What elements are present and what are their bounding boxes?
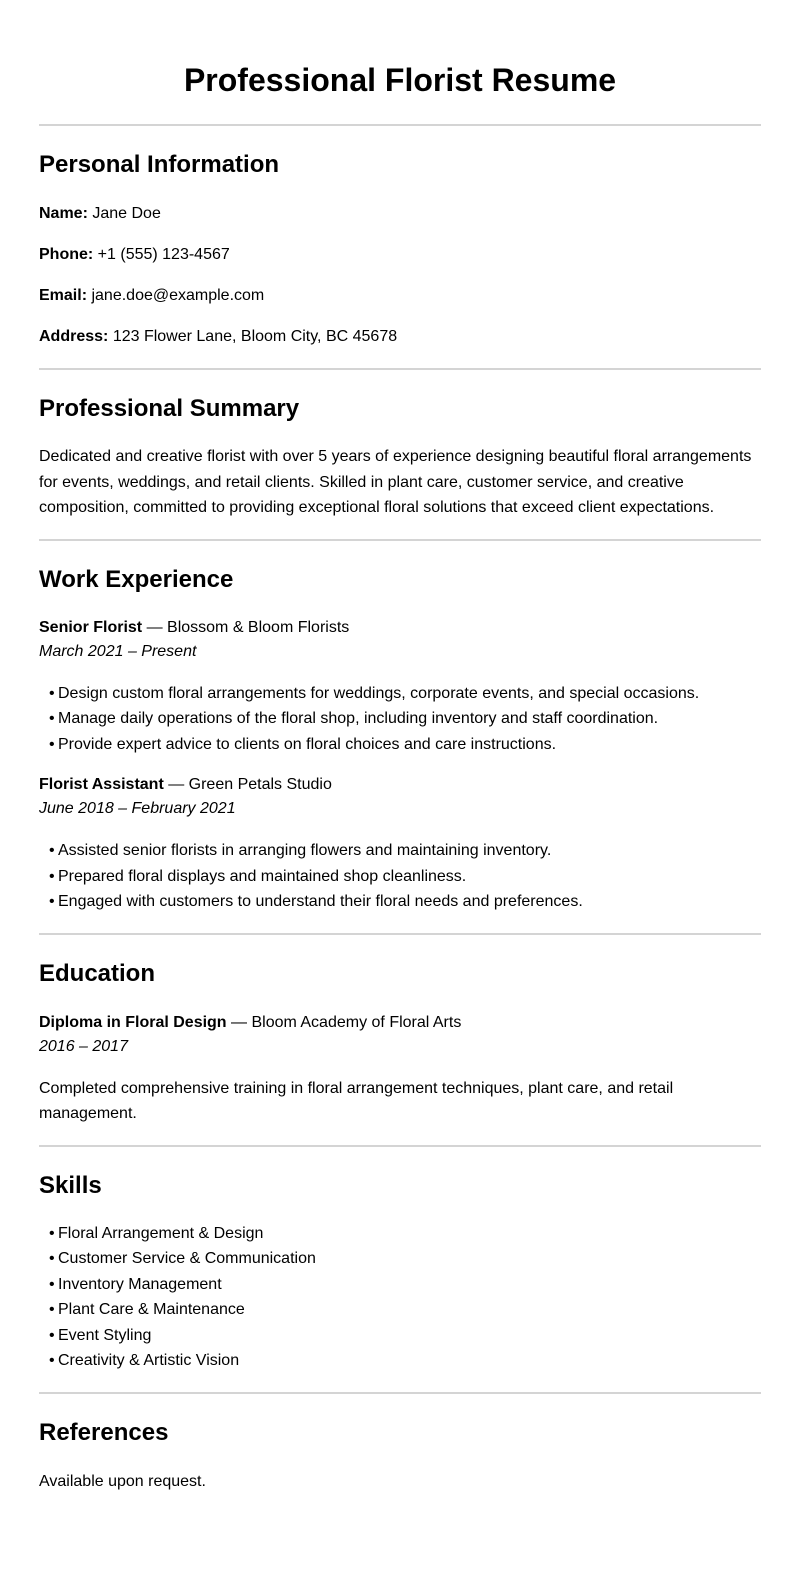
degree-separator: —	[226, 1013, 252, 1031]
personal-phone	[39, 242, 761, 268]
job-entry	[39, 616, 761, 758]
job-duties-list	[39, 681, 761, 758]
skills-list	[39, 1221, 761, 1374]
personal-information-section	[39, 150, 761, 350]
list-item: • Engaged with customers to understand their floral needs and preferences.	[49, 889, 761, 915]
address-label: Address:	[39, 328, 109, 345]
education-dates: 2016 – 2017	[39, 1037, 128, 1055]
skills-section	[39, 1171, 761, 1374]
job-separator: —	[163, 776, 189, 793]
list-item: • Inventory Management	[49, 1272, 761, 1298]
job-dates: June 2018 – February 2021	[39, 800, 236, 817]
section-heading-education: Education	[39, 959, 156, 987]
divider	[39, 1145, 761, 1147]
section-heading-summary: Professional Summary	[39, 395, 300, 422]
email-value: jane.doe@example.com	[91, 287, 265, 304]
personal-address	[39, 324, 761, 350]
personal-name	[39, 201, 761, 227]
summary-text: Dedicated and creative florist with over 5 years of experience designing beautiful floral arrangements for events, weddings, and retail clients. Skilled in plant care, customer service, and creative composition, committed to providing exceptional floral solutions that exceed client expectations.	[39, 448, 752, 516]
list-item: • Provide expert advice to clients on floral choices and care instructions.	[49, 732, 761, 758]
work-experience-section	[39, 565, 761, 915]
job-company: Green Petals Studio	[188, 776, 332, 793]
section-heading-personal: Personal Information	[39, 151, 280, 178]
section-heading-experience: Work Experience	[39, 565, 234, 593]
references-section	[39, 1418, 761, 1495]
divider	[39, 1392, 761, 1394]
degree-title: Diploma in Floral Design	[39, 1013, 227, 1031]
phone-value: +1 (555) 123-4567	[97, 246, 230, 263]
job-duties-list	[39, 838, 761, 915]
list-item: • Assisted senior florists in arranging flowers and maintaining inventory.	[49, 838, 761, 864]
divider	[39, 539, 761, 541]
list-item: • Floral Arrangement & Design	[49, 1221, 761, 1247]
job-dates: March 2021 – Present	[39, 642, 197, 660]
degree-line	[39, 1011, 761, 1035]
list-item: • Customer Service & Communication	[49, 1246, 761, 1272]
phone-label: Phone:	[39, 246, 94, 263]
list-item: • Event Styling	[49, 1323, 761, 1349]
resume-page	[39, 0, 761, 1495]
divider	[39, 368, 761, 370]
name-value: Jane Doe	[92, 205, 161, 222]
address-value: 123 Flower Lane, Bloom City, BC 45678	[112, 328, 398, 345]
section-heading-references: References	[39, 1418, 169, 1446]
professional-summary-section	[39, 394, 761, 521]
references-text: Available upon request.	[39, 1472, 206, 1490]
job-separator: —	[142, 618, 168, 636]
list-item: • Manage daily operations of the floral shop, including inventory and staff coordination.	[49, 706, 761, 732]
list-item: • Design custom floral arrangements for weddings, corporate events, and special occasions.	[49, 681, 761, 707]
job-company: Blossom & Bloom Florists	[167, 618, 350, 636]
education-section	[39, 959, 761, 1127]
personal-email	[39, 283, 761, 309]
job-title-line	[39, 616, 761, 640]
email-label: Email:	[39, 287, 88, 304]
education-description: Completed comprehensive training in floral arrangement techniques, plant care, and retail management.	[39, 1079, 674, 1122]
job-entry	[39, 773, 761, 915]
list-item: • Prepared floral displays and maintained shop cleanliness.	[49, 864, 761, 890]
list-item: • Creativity & Artistic Vision	[49, 1348, 761, 1374]
job-title: Senior Florist	[39, 618, 143, 636]
divider	[39, 124, 761, 126]
job-title: Florist Assistant	[39, 776, 164, 793]
job-title-line	[39, 773, 761, 797]
name-label: Name:	[39, 205, 88, 222]
school-name: Bloom Academy of Floral Arts	[251, 1013, 462, 1031]
section-heading-skills: Skills	[39, 1171, 102, 1199]
list-item: • Plant Care & Maintenance	[49, 1297, 761, 1323]
page-title: Professional Florist Resume	[183, 62, 617, 98]
divider	[39, 933, 761, 935]
